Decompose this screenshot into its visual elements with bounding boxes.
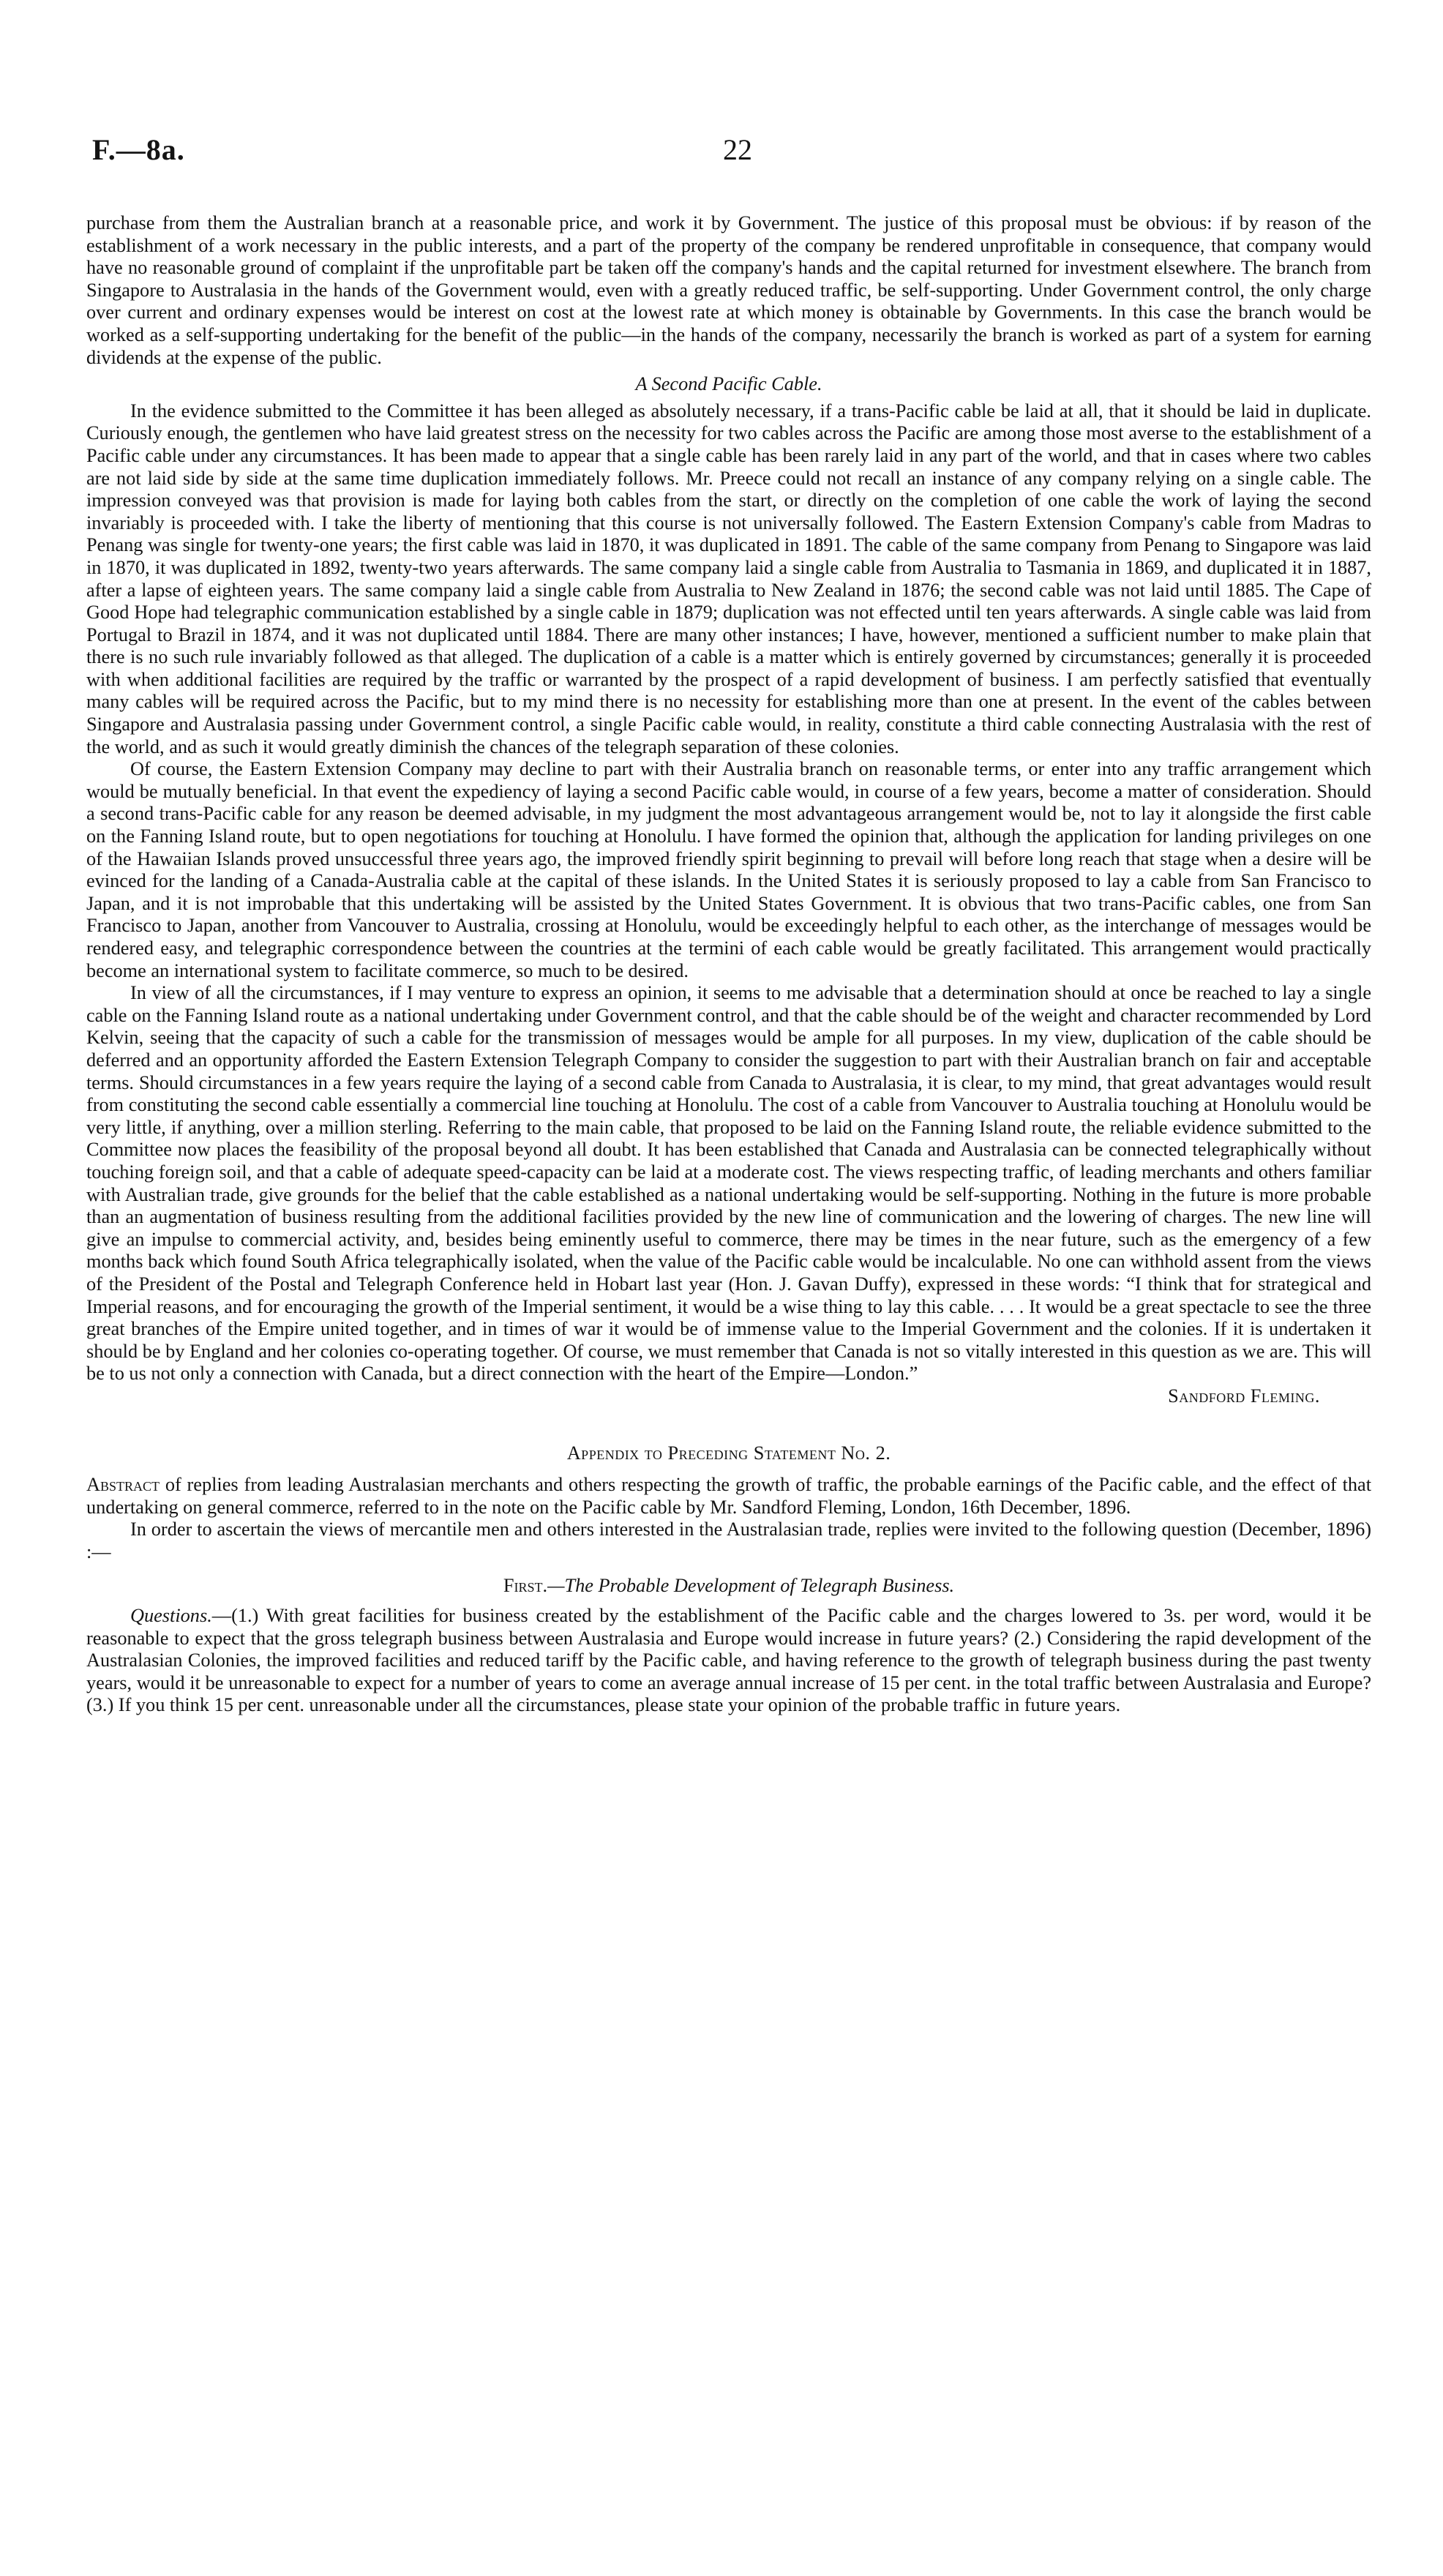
appendix-invite: In order to ascertain the views of mercantile men and others interested in the Australasian trade, replies were invited to the following question (December, 1896) :— — [86, 1519, 1371, 1562]
document-code: F.—8a. — [92, 133, 185, 166]
paragraph-conclusion: In view of all the circumstances, if I may venture to express an opinion, it seems to me advisable that a determination should at once be reached to lay a single cable on the Fanning Island route as a national undertaking under Government control, and that the cable should be of the weight and character recommended by Lord Kelvin, seeing that the capacity of such a cable for the transmission of messages would be ample for all purposes. In my view, duplication of the cable should be deferred and an opportunity afforded the Eastern Extension Telegraph Company to consider the suggestion to part with their Australian branch on fair and acceptable terms. Should circumstances in a few years require the laying of a second cable from Canada to Australasia, it is clear, to my mind, that great advantages would result from constituting the second cable essentially a commercial line touching at Honolulu. The cost of a cable from Vancouver to Australia touching at Honolulu would be very little, if anything, over a million sterling. Referring to the main cable, that proposed to be laid on the Fanning Island route, the reliable evidence submitted to the Committee now places the feasibility of the proposal beyond all doubt. It has been established that Canada and Australasia can be connected telegraphically without touching foreign soil, and that a cable of adequate speed-capacity can be laid at a moderate cost. The views respecting traffic, of leading merchants and others familiar with Australian trade, give grounds for the belief that the cable established as a national undertaking would be self-supporting. Nothing in the future is more probable than an augmentation of business resulting from the additional facilities provided by the new line of communication and the lowering of charges. The new line will give an impulse to commercial activity, and, besides being eminently useful to commerce, there may be times in the near future, such as the emergency of a few months back which found South Africa telegraphically isolated, when the value of the Pacific cable would be incalculable. No one can withhold assent from the views of the President of the Postal and Telegraph Conference held in Hobart last year (Hon. J. Gavan Duffy), expressed in these words: “I think that for strategical and Imperial reasons, and for encouraging the growth of the Imperial sentiment, it would be a wise thing to lay this cable. . . . It would be a great spectacle to see the three great branches of the Empire united together, and in times of war it would be of immense value to the Imperial Government and the colonies. If it is undertaken it should be by England and her colonies co-operating together. Of course, we must remember that Canada is not so vitally interested in this question as we are. This will be to us not only a connection with Canada, but a direct connection with the heart of the Empire—London.” — [86, 982, 1371, 1385]
questions-text: —(1.) With great facilities for business created by the establishment of the Pacific cable and the charges lowered to 3s. per word, would it be reasonable to expect that the gross telegraph business between Australasia and Europe would increase in future years? (2.) Considering the rapid development of the Australasian Colonies, the improved facilities and reduced tariff by the Pacific cable, and having reference to the growth of telegraph business during the past twenty years, would it be unreasonable to expect for a number of years to come an average annual increase of 15 per cent. in the total traffic between Australasia and Europe? (3.) If you think 15 per cent. unreasonable under all the circumstances, please state your opinion of the probable traffic in future years. — [86, 1605, 1371, 1716]
first-label: First. — [503, 1575, 548, 1597]
paragraph-duplication: In the evidence submitted to the Committee it has been alleged as absolutely necessary, if a trans-Pacific cable be laid at all, that it should be laid in duplicate. Curiously enough, the gentlemen who have laid greatest stress on the necessity for two cables across the Pacific are among those most averse to the establishment of a Pacific cable under any circumstances. It has been made to appear that a single cable has been rarely laid in any part of the world, and that in cases where two cables are not laid side by side at the same time duplication immediately follows. Mr. Preece could not recall an instance of any company relying on a single cable. The impression conveyed was that provision is made for laying both cables from the start, or directly on the completion of one cable the work of laying the second invariably is proceeded with. I take the liberty of mentioning that this course is not universally followed. The Eastern Extension Company's cable from Madras to Penang was single for twenty-one years; the first cable was laid in 1870, it was duplicated in 1891. The cable of the same company from Penang to Singapore was laid in 1870, it was duplicated in 1892, twenty-two years afterwards. The same company laid a single cable from Australia to Tasmania in 1869, and duplicated it in 1887, after a lapse of eighteen years. The same company laid a single cable from Australia to New Zealand in 1876; the second cable was not laid until 1885. The Cape of Good Hope had telegraphic communication established by a single cable in 1879; duplication was not effected until ten years afterwards. A single cable was laid from Portugal to Brazil in 1874, and it was not duplicated until 1884. There are many other instances; I have, however, mentioned a sufficient number to make plain that there is no such rule invariably followed as that alleged. The duplication of a cable is a matter which is entirely governed by circumstances; generally it is proceeded with when additional facilities are required by the traffic or warranted by the prospect of a rapid development of business. I am perfectly satisfied that eventually many cables will be required across the Pacific, but to my mind there is no necessity for establishing more than one at present. In the event of the cables between Singapore and Australasia passing under Government control, a single Pacific cable would, in reality, constitute a third cable connecting Australasia with the rest of the world, and as such it would greatly diminish the chances of the telegraph separation of these colonies. — [86, 400, 1371, 757]
first-title: —The Probable Development of Telegraph Business. — [547, 1575, 955, 1597]
appendix-title: Appendix to Preceding Statement No. 2. — [566, 1442, 891, 1464]
paragraph-second-cable: Of course, the Eastern Extension Company may decline to part with their Australia branch on reasonable terms, or enter into any traffic arrangement which would be mutually beneficial. In that event the expediency of laying a second Pacific cable would, in course of a few years, become a matter of consideration. Should a second trans-Pacific cable for any reason be deemed advisable, in my judgment the most advantageous arrangement would be, not to lay it alongside the first cable on the Fanning Island route, but to open negotiations for touching at Honolulu. I have formed the opinion that, although the application for landing privileges on one of the Hawaiian Islands proved unsuccessful three years ago, the improved friendly spirit beginning to prevail will before long reach that stage when a desire will be evinced for the landing of a Canada-Australia cable at the capital of these islands. In the United States it is seriously proposed to lay a cable from San Francisco to Japan, and it is not improbable that this undertaking will be assisted by the United States Government. It is obvious that two trans-Pacific cables, one from San Francisco to Japan, another from Vancouver to Australia, crossing at Honolulu, would be exceedingly helpful to each other, as the interchange of messages would be rendered easy, and telegraphic correspondence between the countries at the termini of each cable would be greatly facilitated. This arrangement would practically become an international system to facilitate commerce, so much to be desired. — [86, 758, 1371, 981]
section-heading: A Second Pacific Cable. — [635, 373, 822, 395]
abstract-label: Abstract — [86, 1474, 160, 1496]
page-body — [86, 212, 1371, 1717]
questions-label: Questions. — [130, 1605, 212, 1627]
appendix-abstract — [86, 1474, 1371, 1519]
abstract-text: of replies from leading Australasian merchants and others respecting the growth of traffic, the probable earnings of the Pacific cable, and the effect of that undertaking on general commerce, referred to in the note on the Pacific cable by Mr. Sandford Fleming, London, 16th December, 1896. — [86, 1474, 1371, 1518]
page-number: 22 — [723, 133, 752, 166]
page-header — [86, 133, 1371, 176]
intro-paragraph: purchase from them the Australian branch at a reasonable price, and work it by Government. The justice of this proposal must be obvious: if by reason of the establishment of a work necessary in the public interests, and a part of the property of the company be rendered unprofitable in consequence, that company would have no reasonable ground of complaint if the unprofitable part be taken off the company's hands and the capital returned for investment elsewhere. The branch from Singapore to Australasia in the hands of the Government would, even with a greatly reduced traffic, be self-supporting. Under Government control, the only charge over current and ordinary expenses would be interest on cost at the lowest rate at which money is obtainable by Governments. In this case the branch would be worked as a self-supporting undertaking for the benefit of the public—in the hands of the company, necessarily the branch is worked as part of a system for earning dividends at the expense of the public. — [86, 212, 1371, 368]
first-heading — [86, 1575, 1371, 1598]
questions-paragraph — [86, 1605, 1371, 1717]
signature: Sandford Fleming. — [1168, 1385, 1320, 1407]
